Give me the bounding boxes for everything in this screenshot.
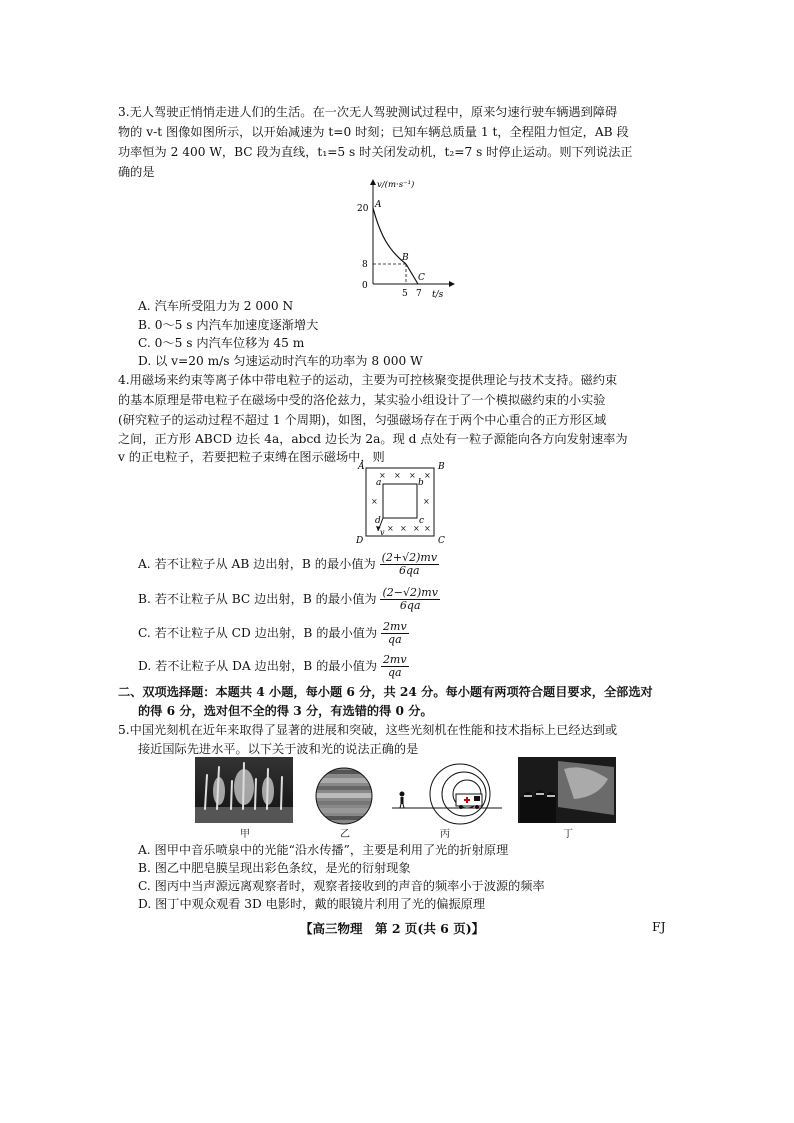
label-inner-b: b — [418, 478, 424, 488]
inner-square — [383, 484, 417, 518]
soap-film-image — [312, 766, 376, 826]
label-outer-c: C — [438, 536, 445, 546]
field-x: × — [400, 524, 407, 533]
y-tick-20: 20 — [357, 204, 369, 214]
ambulance-icon — [456, 794, 482, 809]
observer-icon — [400, 792, 405, 809]
q3-line: 功率恒为 2 400 W，BC 段为直线，t₁=5 s 时关闭发动机，t₂=7 s 时停止运动。则下列说法正 — [118, 145, 633, 159]
q3-line: 确的是 — [118, 165, 155, 179]
q4-line: 4.用磁场来约束等离子体中带电粒子的运动，主要为可控核聚变提供理论与技术支持。磁约束 — [118, 373, 618, 387]
caption-yi: 乙 — [340, 829, 350, 840]
label-outer-a: A — [358, 462, 365, 472]
label-outer-b: B — [438, 462, 445, 472]
x-axis-label: t/s — [432, 290, 444, 300]
field-x: × — [394, 471, 401, 480]
magnetic-field-diagram — [352, 459, 456, 547]
y-axis-label: v/(m·s⁻¹) — [377, 180, 415, 190]
section-2-line: 二、双项选择题：本题共 4 小题，每小题 6 分，共 24 分。每小题有两项符合题目要求，全部选对 — [118, 685, 653, 699]
q5-option-d: D. 图丁中观众观看 3D 电影时，戴的眼镜片利用了光的偏振原理 — [138, 897, 486, 911]
paper-code: FJ — [652, 919, 666, 934]
field-x: × — [424, 471, 431, 480]
field-x: × — [387, 524, 394, 533]
field-x: × — [423, 497, 430, 506]
point-c-label: C — [418, 273, 425, 283]
q3-option-d: D. 以 v=20 m/s 匀速运动时汽车的功率为 8 000 W — [138, 354, 423, 368]
caption-jia: 甲 — [240, 829, 250, 840]
fraction: $\frac{(2-√2)mv}{6qa}$ — [382, 586, 438, 612]
q4-option-c-text: C. 若不让粒子从 CD 边出射，B 的最小值为 — [138, 626, 378, 640]
caption-ding: 丁 — [563, 829, 573, 840]
line-bc — [406, 264, 418, 284]
fraction: $\frac{(2+√2)mv}{6qa}$ — [381, 551, 438, 577]
x-tick-7: 7 — [416, 289, 422, 299]
section-2-line: 的得 6 分，选对但不全的得 3 分，有选错的得 0 分。 — [138, 704, 433, 718]
q4-line: 的基本原理是带电粒子在磁场中受的洛伦兹力，某实验小组设计了一个模拟磁约束的小实验 — [118, 393, 606, 407]
field-x: × — [371, 497, 378, 506]
label-inner-a: a — [376, 478, 382, 488]
q5-option-a: A. 图甲中音乐喷泉中的光能“沿水传播”，主要是利用了光的折射原理 — [138, 843, 509, 857]
point-a-label: A — [375, 200, 382, 210]
doppler-diagram — [392, 760, 502, 826]
page-footer: 【高三物理 第 2 页(共 6 页)】 — [300, 921, 485, 936]
vt-graph — [350, 176, 460, 300]
q4-option-b — [138, 585, 440, 613]
q4-option-a-text: A. 若不让粒子从 AB 边出射，B 的最小值为 — [138, 557, 376, 571]
q4-line: (研究粒子的运动过程不超过 1 个周期)，如图，匀强磁场存在于两个中心重合的正方形区域 — [118, 413, 607, 427]
q5-line: 接近国际先进水平。以下关于波和光的说法正确的是 — [138, 742, 419, 756]
origin-label: 0 — [362, 281, 368, 291]
q5-option-b: B. 图乙中肥皂膜呈现出彩色条纹，是光的衍射现象 — [138, 861, 411, 875]
caption-bing: 丙 — [440, 829, 450, 840]
q3-line: 物的 v-t 图像如图所示，以开始减速为 t=0 时刻；已知车辆总质量 1 t，全程阻力恒定，AB 段 — [118, 125, 629, 139]
q5-line: 5.中国光刻机在近年来取得了显著的进展和突破，这些光刻机在性能和技术指标上已经达到或 — [118, 723, 618, 737]
q4-option-a — [138, 550, 439, 578]
field-x: × — [413, 524, 420, 533]
q3-option-a: A. 汽车所受阻力为 2 000 N — [138, 299, 294, 313]
point-b-label: B — [402, 253, 409, 263]
field-x: × — [379, 471, 386, 480]
label-inner-c: c — [419, 516, 425, 526]
label-outer-d: D — [356, 536, 364, 546]
fountain-image — [195, 757, 293, 823]
field-x: × — [409, 471, 416, 480]
q3-line: 3.无人驾驶正悄悄走进人们的生活。在一次无人驾驶测试过程中，原来匀速行驶车辆遇到障碍 — [118, 105, 618, 119]
q3-option-b: B. 0～5 s 内汽车加速度逐渐增大 — [138, 318, 319, 332]
q4-line: 之间，正方形 ABCD 边长 4a，abcd 边长为 2a。现 d 点处有一粒子源能向各方向发射速率为 — [118, 432, 628, 446]
q4-line: v 的正电粒子，若要把粒子束缚在图示磁场中，则 — [118, 450, 385, 464]
q4-option-d-text: D. 若不让粒子从 DA 边出射，B 的最小值为 — [138, 659, 378, 673]
q4-option-d — [138, 652, 409, 680]
q5-option-c: C. 图丙中当声源远离观察者时，观察者接收到的声音的频率小于波源的频率 — [138, 879, 545, 893]
fraction: $\frac{2mv}{qa}$ — [382, 653, 407, 679]
3d-cinema-image — [518, 757, 616, 823]
q3-option-c: C. 0～5 s 内汽车位移为 45 m — [138, 336, 305, 350]
label-inner-d: d — [375, 516, 381, 526]
field-x: × — [424, 524, 431, 533]
x-tick-5: 5 — [402, 289, 408, 299]
q4-option-c — [138, 619, 409, 647]
fraction: $\frac{2mv}{qa}$ — [383, 620, 407, 646]
q4-option-b-text: B. 若不让粒子从 BC 边出射，B 的最小值为 — [138, 592, 377, 606]
velocity-label: v — [380, 528, 385, 537]
y-tick-8: 8 — [362, 260, 368, 270]
